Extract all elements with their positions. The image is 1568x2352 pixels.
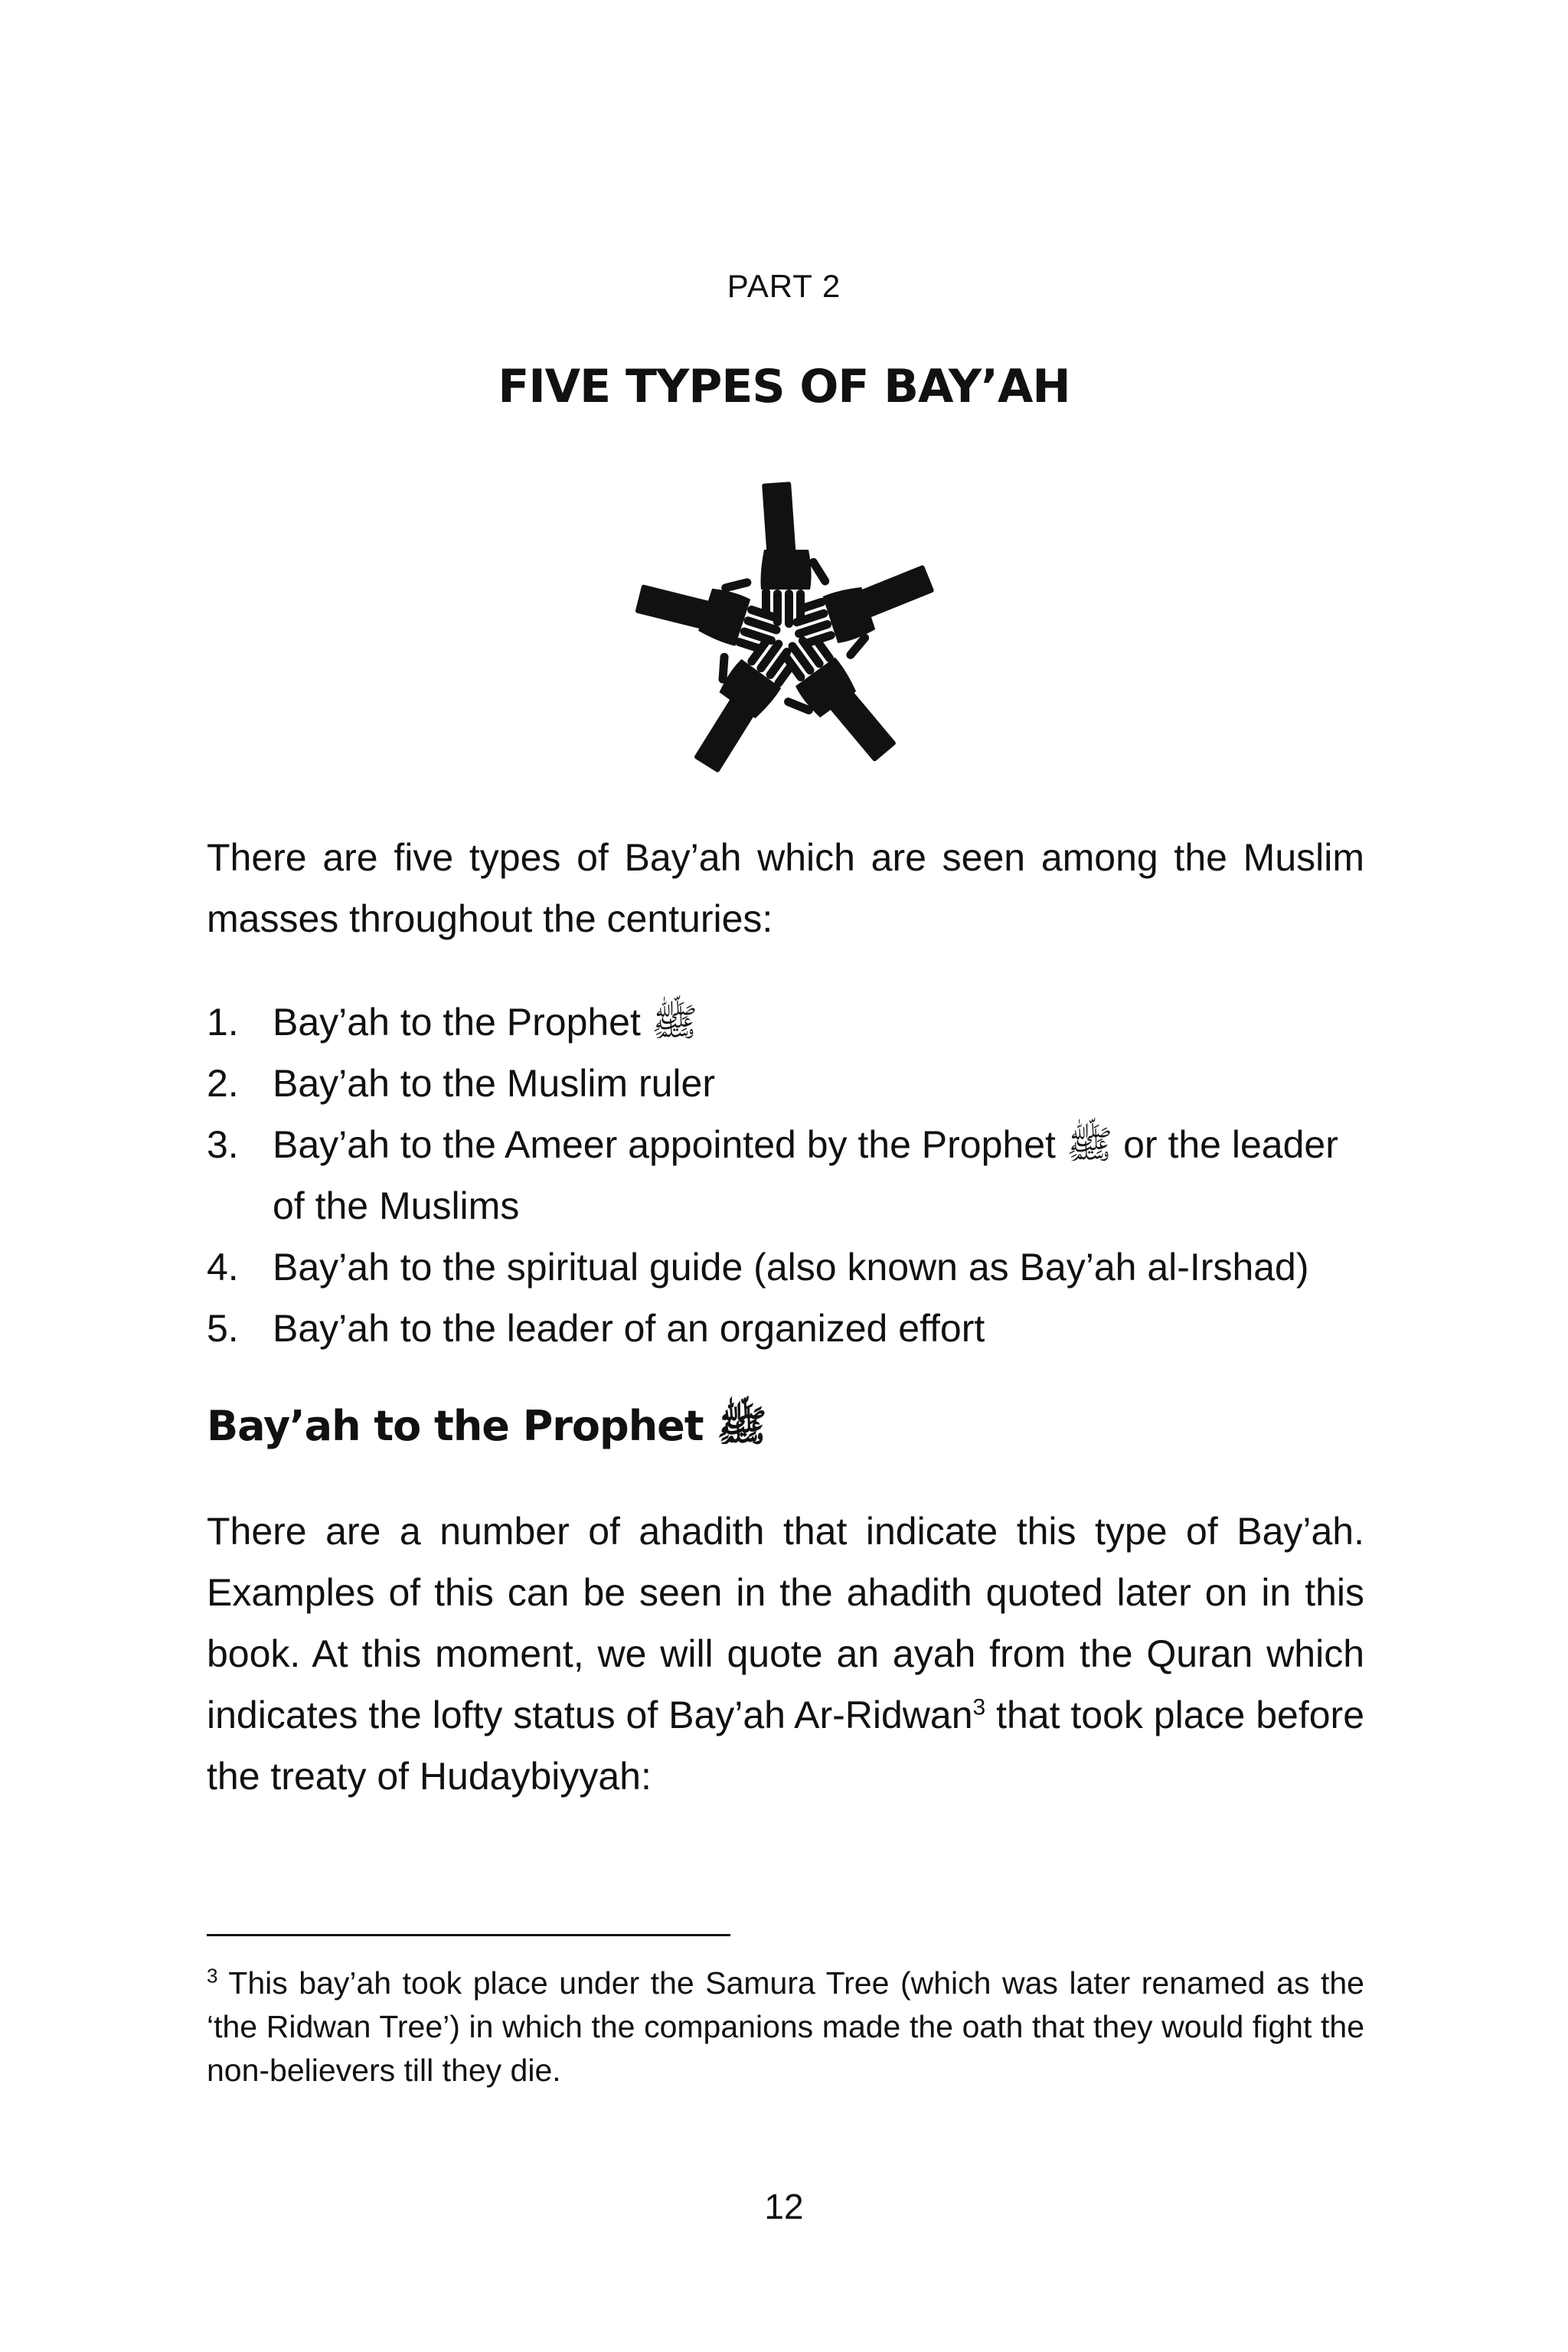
footnote bbox=[207, 1962, 1364, 2092]
list-item-text: Bay’ah to the spiritual guide (also known as Bay’ah al-Irshad) bbox=[273, 1246, 1309, 1289]
paragraph-text-continued: that took place before the treaty of Hudaybiyyah: bbox=[207, 1694, 1365, 1798]
intro-paragraph: There are five types of Bay’ah which are seen among the Muslim masses throughout the centuries: bbox=[207, 836, 1364, 940]
body-paragraph bbox=[207, 1501, 1364, 1807]
paragraph-text: There are a number of ahadith that indicate this type of Bay’ah. Examples of this can be seen in the ahadith quoted later on in this book. At this moment, we will quote an ayah from the Quran which indicates the lofty status of Bay’ah Ar-Ridwan bbox=[207, 1510, 1364, 1736]
footnote-text: This bay’ah took place under the Samura Tree (which was later renamed as the ‘the Ridwan Tree’) in which the companions made the oath that they would fight the non-believers till they die. bbox=[207, 1965, 1364, 2088]
list-item bbox=[207, 1236, 1364, 1298]
list-item-text: Bay’ah to the leader of an organized effort bbox=[273, 1307, 985, 1350]
list-item-text: Bay’ah to the Muslim ruler bbox=[273, 1062, 716, 1105]
chapter-title: FIVE TYPES OF BAY’AH bbox=[498, 360, 1070, 413]
list-item-number: 4. bbox=[207, 1246, 239, 1289]
list-item bbox=[207, 1114, 1364, 1236]
bayah-types-list bbox=[207, 991, 1364, 1359]
list-item bbox=[207, 991, 1364, 1053]
page-number: 12 bbox=[764, 2187, 804, 2226]
list-item bbox=[207, 1298, 1364, 1359]
footnote-reference[interactable]: 3 bbox=[972, 1694, 986, 1720]
list-item-number: 2. bbox=[207, 1062, 239, 1105]
list-item-number: 1. bbox=[207, 1001, 239, 1044]
part-label: PART 2 bbox=[727, 268, 841, 304]
list-item-number: 3. bbox=[207, 1123, 239, 1166]
list-item-text: Bay’ah to the Prophet ﷺ bbox=[273, 1001, 698, 1044]
list-item bbox=[207, 1053, 1364, 1114]
list-item-number: 5. bbox=[207, 1307, 239, 1350]
five-hands-illustration bbox=[626, 475, 948, 796]
list-item-text: Bay’ah to the Ameer appointed by the Prophet ﷺ or the leader of the Muslims bbox=[273, 1123, 1338, 1227]
footnote-divider bbox=[207, 1934, 730, 1936]
footnote-marker: 3 bbox=[207, 1964, 218, 1988]
section-heading: Bay’ah to the Prophet ﷺ bbox=[207, 1402, 767, 1450]
